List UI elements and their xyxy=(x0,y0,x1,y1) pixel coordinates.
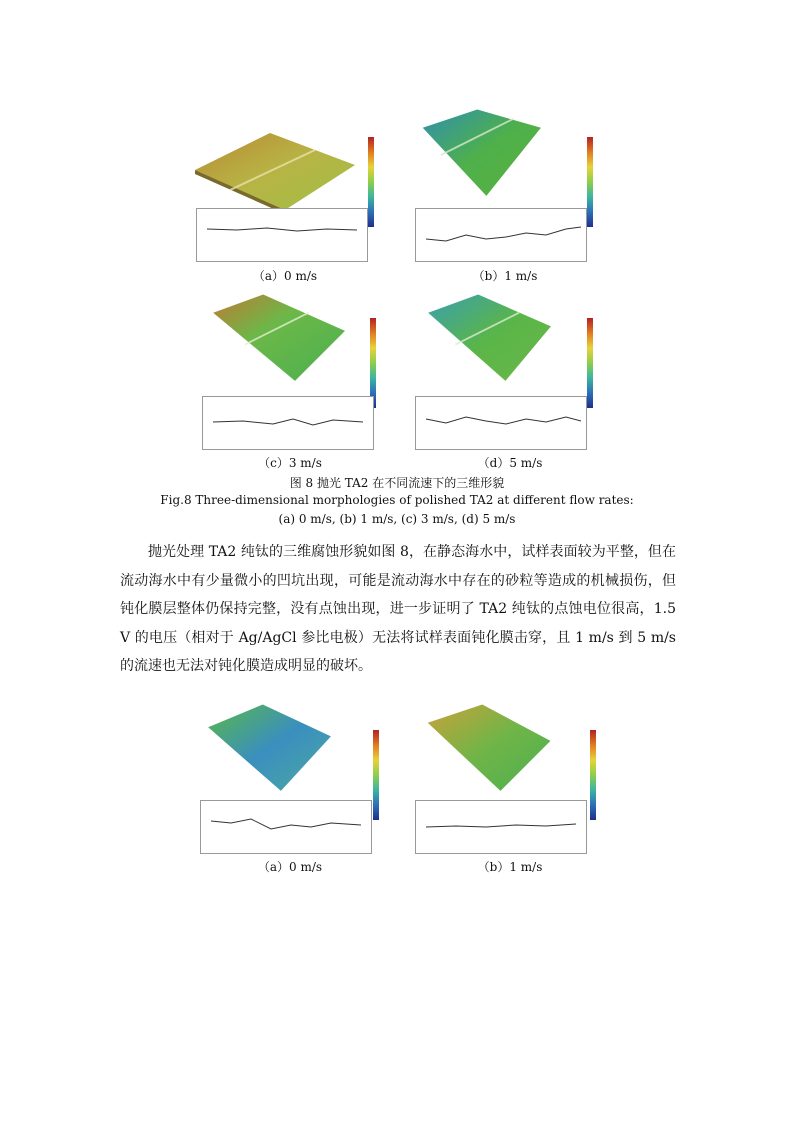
surface-plot-3d xyxy=(410,700,600,800)
surface-plot-3d xyxy=(195,700,385,800)
paragraph: 抛光处理 TA2 纯钛的三维腐蚀形貌如图 8，在静态海水中，试样表面较为平整，但在流动海水中有少量微小的凹坑出现，可能是流动海水中存在的砂粒等造成的机械损伤，但钝化膜层整体仍保持完整，没有点蚀出现，进一步证明了 TA2 纯钛的点蚀电位很高，1.5 V 的电压（相对于 Ag/AgCl 参比电极）无法将试样表面钝化膜击穿，且 1 m/s 到 5 m/s 的流速也无法对钝化膜造成明显的破坏。 xyxy=(120,544,676,674)
color-scale-bar xyxy=(587,318,593,408)
figure-8-title-en: Fig.8 Three-dimensional morphologies of polished TA2 at different flow rates: xyxy=(160,493,634,507)
surface-plot-3d xyxy=(415,290,605,390)
color-scale-bar xyxy=(370,318,376,408)
panel-caption: （a）0 m/s xyxy=(252,269,318,283)
color-scale-bar xyxy=(373,730,379,820)
line-profile-chart xyxy=(202,396,374,450)
line-profile-chart xyxy=(200,800,372,854)
panel-caption: （b）1 m/s xyxy=(472,269,538,283)
line-profile-chart xyxy=(415,208,587,262)
color-scale-bar xyxy=(368,137,374,227)
panel-caption: （d）5 m/s xyxy=(477,456,543,470)
line-profile-chart xyxy=(196,208,368,262)
surface-plot-3d xyxy=(405,105,595,205)
surface-plot-3d xyxy=(200,290,390,390)
panel-caption: （a）0 m/s xyxy=(257,860,323,874)
line-profile-chart xyxy=(415,800,587,854)
panel-caption: （b）1 m/s xyxy=(477,860,543,874)
line-profile-chart xyxy=(415,396,587,450)
color-scale-bar xyxy=(590,730,596,820)
figure-8-title-cn: 图 8 抛光 TA2 在不同流速下的三维形貌 xyxy=(289,476,505,490)
figure-8-subtitle-en: (a) 0 m/s, (b) 1 m/s, (c) 3 m/s, (d) 5 m/s xyxy=(278,512,516,526)
color-scale-bar xyxy=(587,137,593,227)
panel-caption: （c）3 m/s xyxy=(258,456,322,470)
body-text xyxy=(120,538,676,681)
